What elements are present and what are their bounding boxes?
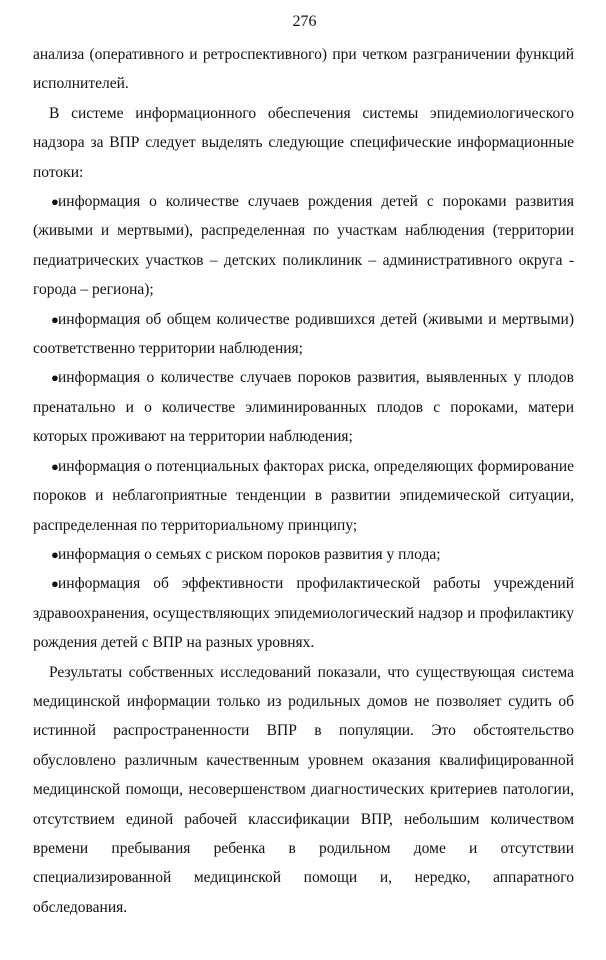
bullet-text: информация об общем количестве родившихся детей (живыми и мертвыми) соответственно территории наблюдения; bbox=[33, 310, 574, 358]
bullet-item bbox=[33, 452, 574, 540]
bullet-item bbox=[33, 569, 574, 657]
bullet-icon: ● bbox=[51, 194, 59, 210]
bullet-item bbox=[33, 187, 574, 305]
bullet-icon: ● bbox=[51, 546, 59, 562]
page-number: 276 bbox=[292, 13, 317, 30]
bullet-item bbox=[33, 363, 574, 451]
bullet-item bbox=[33, 540, 574, 569]
bullet-text: информация о количестве случаев пороков развития, выявленных у плодов пренатально и о количестве элиминированных плодов с пороками, матери которых проживают на территории наблюдения; bbox=[33, 369, 574, 446]
bullet-icon: ● bbox=[51, 576, 59, 592]
bullet-text: информация о потенциальных факторах риска, определяющих формирование пороков и неблагоприятные тенденции в развитии эпидемической ситуации, распределенная по территориальному принципу; bbox=[33, 457, 574, 534]
bullet-text: информация об эффективности профилактической работы учреждений здравоохранения, осуществляющих эпидемиологический надзор и профилактику рождения детей с ВПР на разных уровнях. bbox=[33, 575, 574, 652]
paragraph-results: Результаты собственных исследований показали, что существующая система медицинской информации только из родильных домов не позволяет судить об истинной распространенности ВПР в популяции. Это обстоятельство обусловлено различным качественным уровнем оказания квалифицированной медицинской помощи, несовершенством диагностических критериев патологии, отсутствием единой рабочей классификации ВПР, небольшим количеством времени пребывания ребенка в родильном доме и отсутствии специализированной медицинской помощи и, нередко, аппаратного обследования. bbox=[33, 663, 574, 916]
paragraph-continuation: анализа (оперативного и ретроспективного) при четком разграничении функций исполнителей. bbox=[33, 46, 574, 93]
bullet-icon: ● bbox=[51, 311, 59, 327]
paragraph-intro: В системе информационного обеспечения системы эпидемиологического надзора за ВПР следует выделять следующие специфические информационные потоки: bbox=[33, 104, 574, 181]
bullet-icon: ● bbox=[51, 458, 59, 474]
bullet-item bbox=[33, 305, 574, 364]
bullet-text: информация о семьях с риском пороков развития у плода; bbox=[58, 545, 441, 563]
bullet-text: информация о количестве случаев рождения детей с пороками развития (живыми и мертвыми), распределенная по участкам наблюдения (территории педиатрических участков – детских поликлиник – административного округа - города – региона); bbox=[33, 193, 574, 299]
body-text bbox=[33, 40, 574, 922]
bullet-icon: ● bbox=[51, 370, 59, 386]
